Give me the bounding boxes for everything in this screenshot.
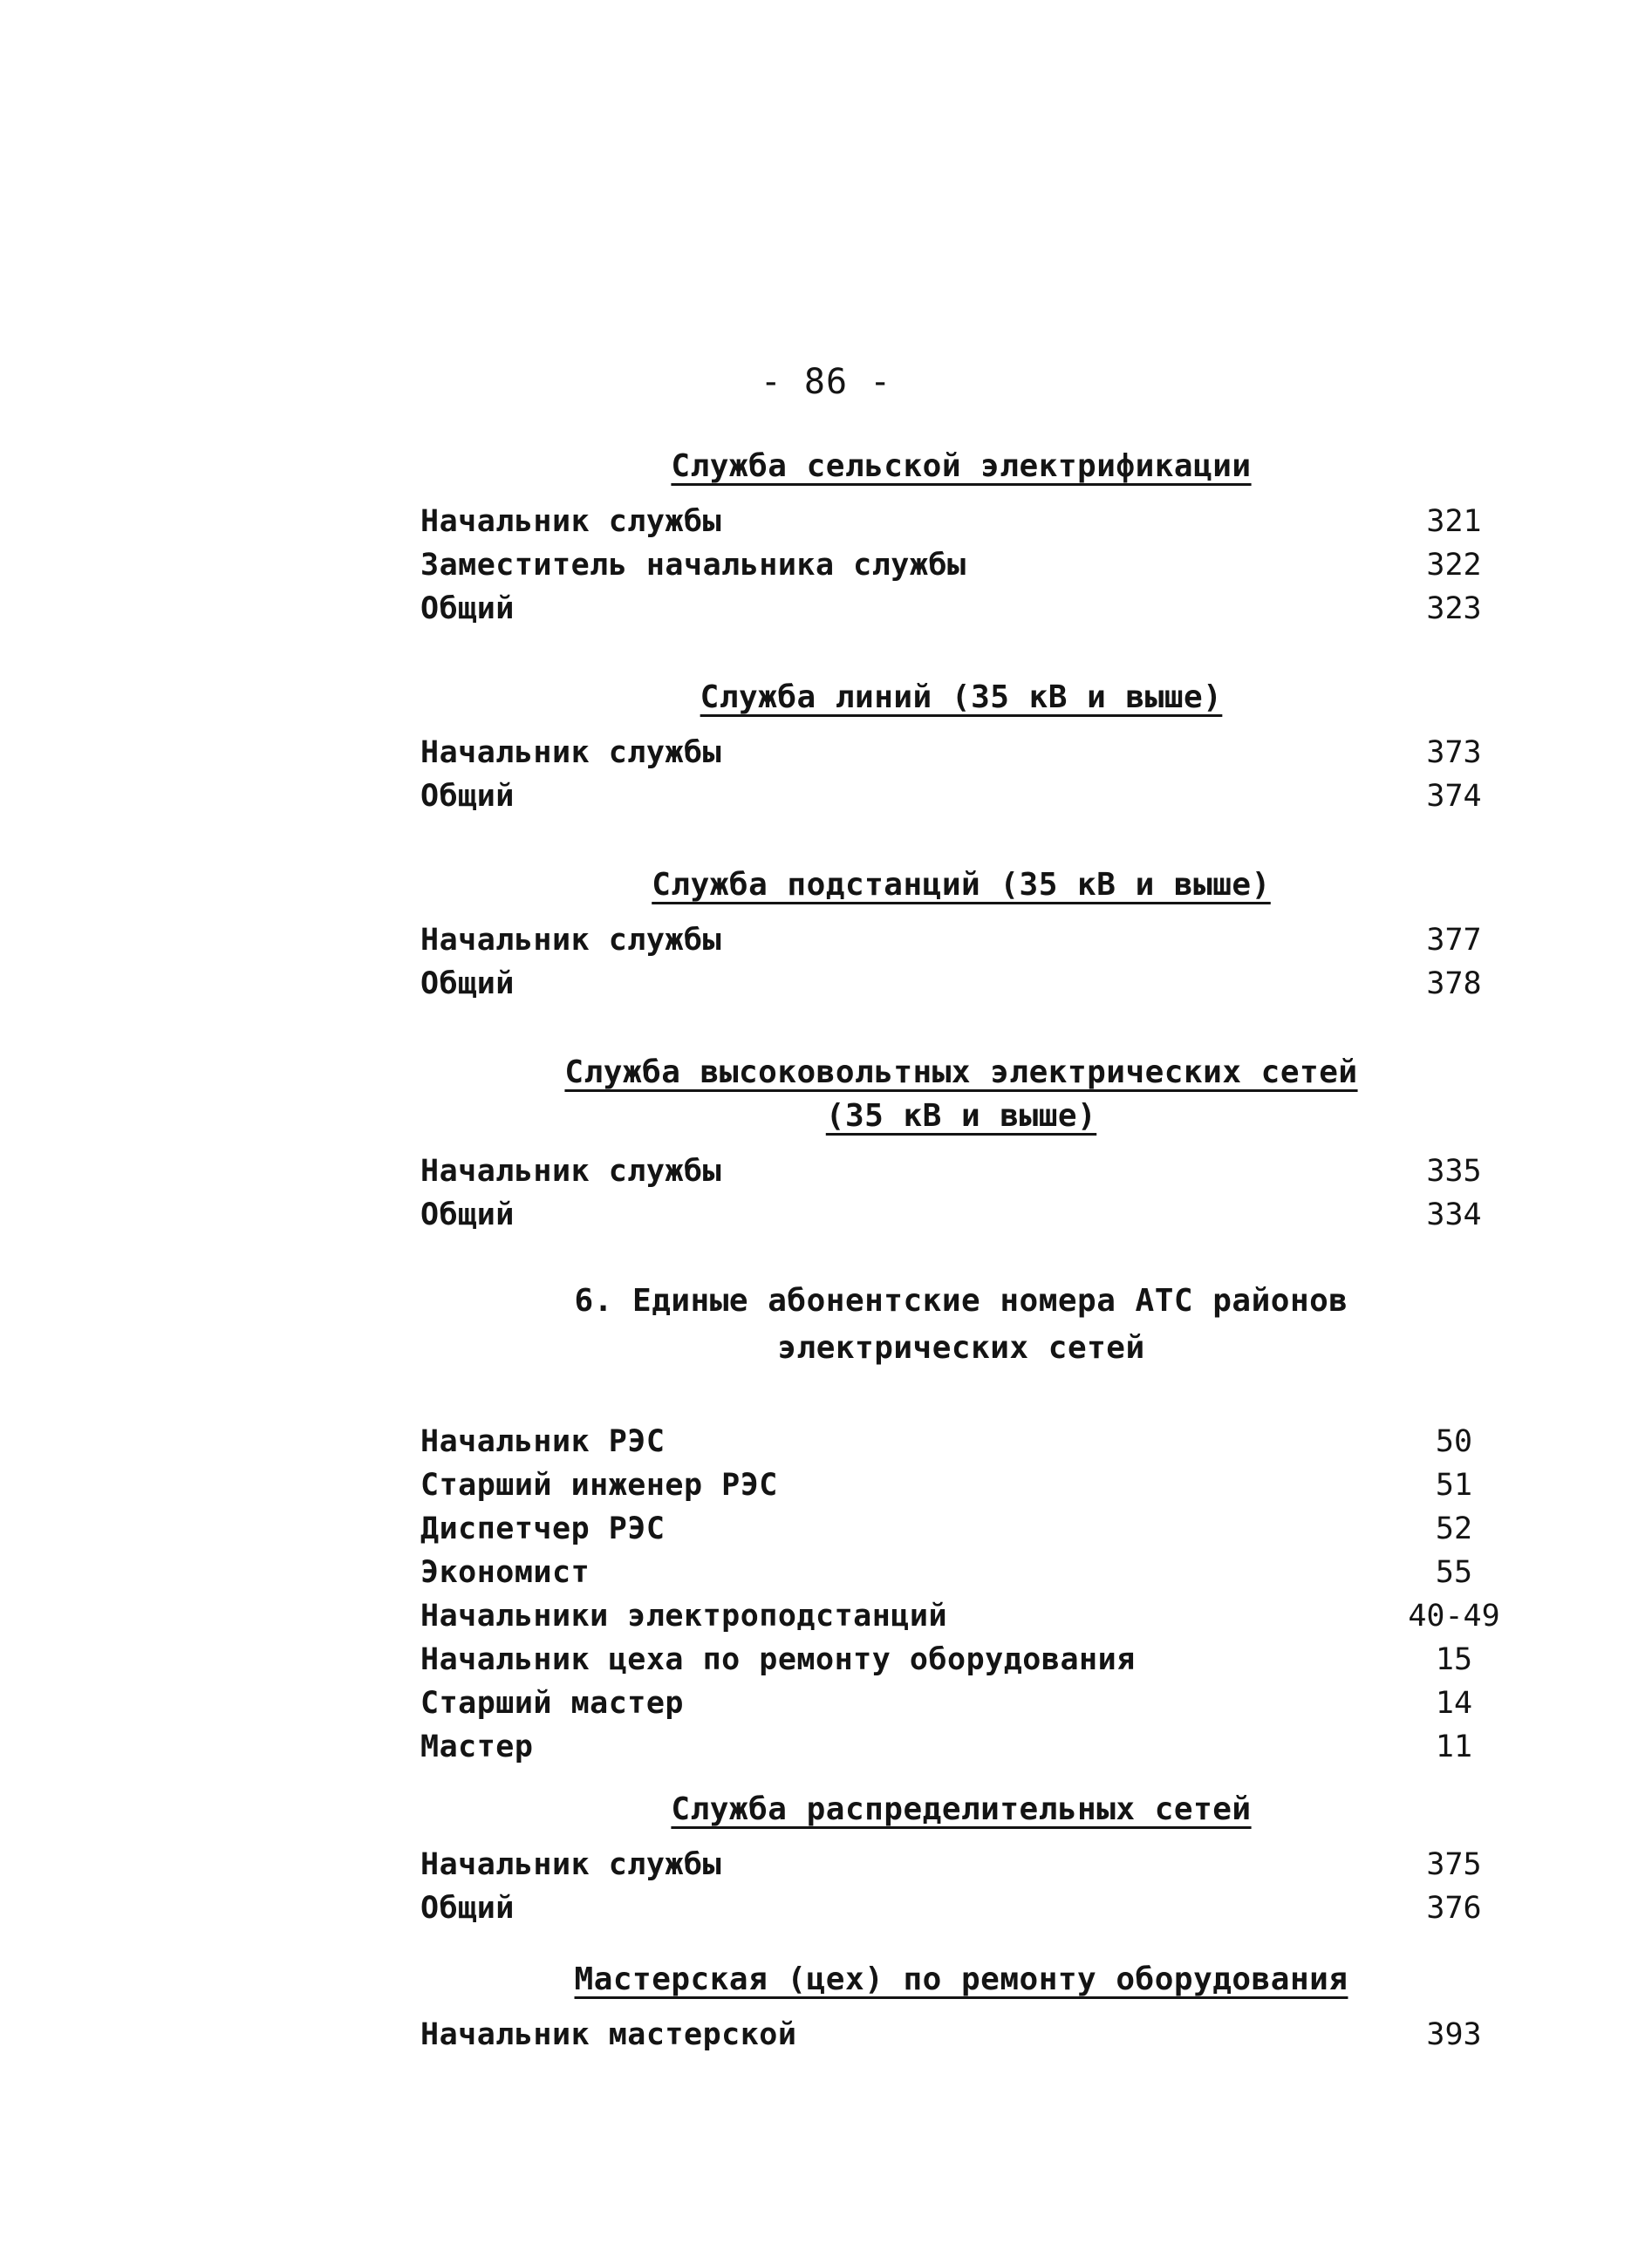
- list-item: [420, 1891, 1502, 1934]
- heading-line: Служба высоковольтных электрических сетей: [564, 1054, 1358, 1090]
- entry-list: [420, 923, 1502, 1010]
- entry-number: 376: [1426, 1891, 1482, 1926]
- entry-number: 323: [1426, 591, 1482, 626]
- entry-number: 51: [1435, 1468, 1473, 1503]
- section-heading: [420, 1788, 1502, 1832]
- entry-number: 52: [1435, 1511, 1473, 1546]
- entry-number: 55: [1435, 1555, 1473, 1590]
- entry-list: [420, 2017, 1502, 2061]
- entry-number: 377: [1426, 923, 1482, 958]
- list-item: [420, 1424, 1502, 1468]
- section-res-numbers: [420, 1278, 1502, 1773]
- section-substations: [420, 863, 1502, 1010]
- entry-label: Общий: [420, 966, 515, 1001]
- title-line: электрических сетей: [777, 1330, 1145, 1366]
- list-item: [420, 1511, 1502, 1555]
- entry-label: Общий: [420, 1197, 515, 1232]
- list-item: [420, 1686, 1502, 1729]
- entry-number: 393: [1426, 2017, 1482, 2052]
- entry-label: Начальники электроподстанций: [420, 1599, 948, 1634]
- heading-line: Служба распределительных сетей: [671, 1791, 1252, 1827]
- title-line: 6. Единые абонентские номера АТС районов: [574, 1283, 1348, 1319]
- section-distribution-networks: [420, 1788, 1502, 1934]
- section-heading: [420, 1958, 1502, 2002]
- list-item: [420, 1642, 1502, 1686]
- entry-number: 334: [1426, 1197, 1482, 1232]
- section-heading: [420, 676, 1502, 720]
- section-heading: [420, 863, 1502, 907]
- list-item: [420, 504, 1502, 548]
- heading-line: (35 кВ и выше): [825, 1098, 1097, 1134]
- list-item: [420, 779, 1502, 822]
- entry-number: 15: [1435, 1642, 1473, 1677]
- entry-number: 322: [1426, 548, 1482, 583]
- entry-list: [420, 1424, 1502, 1773]
- entry-label: Старший мастер: [420, 1686, 685, 1721]
- entry-number: 378: [1426, 966, 1482, 1001]
- heading-line: Служба линий (35 кВ и выше): [700, 679, 1223, 715]
- entry-label: Начальник мастерской: [420, 2017, 797, 2052]
- entry-list: [420, 1154, 1502, 1241]
- list-item: [420, 2017, 1502, 2061]
- entry-label: Начальник службы: [420, 735, 722, 770]
- entry-label: Мастер: [420, 1729, 534, 1764]
- list-item: [420, 735, 1502, 779]
- section-heading: [420, 1051, 1502, 1138]
- entry-number: 375: [1426, 1847, 1482, 1882]
- section-heading: [420, 445, 1502, 488]
- section-high-voltage-networks: [420, 1051, 1502, 1241]
- entry-label: Старший инженер РЭС: [420, 1468, 778, 1503]
- entry-label: Начальник службы: [420, 923, 722, 958]
- heading-line: Служба сельской электрификации: [671, 448, 1252, 484]
- entry-label: Общий: [420, 1891, 515, 1926]
- list-item: [420, 966, 1502, 1010]
- heading-line: Служба подстанций (35 кВ и выше): [652, 867, 1271, 903]
- entry-list: [420, 1847, 1502, 1934]
- entry-number: 14: [1435, 1686, 1473, 1721]
- entry-number: 50: [1435, 1424, 1473, 1459]
- list-item: [420, 1468, 1502, 1511]
- section-lines: [420, 676, 1502, 822]
- heading-line: Мастерская (цех) по ремонту оборудования: [574, 1961, 1348, 1997]
- entry-label: Общий: [420, 591, 515, 626]
- list-item: [420, 591, 1502, 635]
- list-item: [420, 548, 1502, 591]
- list-item: [420, 923, 1502, 966]
- list-item: [420, 1599, 1502, 1642]
- section-rural-electrification: [420, 445, 1502, 635]
- entry-number: 335: [1426, 1154, 1482, 1189]
- entry-label: Начальник РЭС: [420, 1424, 666, 1459]
- entry-number: 40-49: [1408, 1599, 1500, 1634]
- entry-label: Начальник службы: [420, 1847, 722, 1882]
- list-item: [420, 1729, 1502, 1773]
- entry-label: Общий: [420, 779, 515, 814]
- entry-label: Экономист: [420, 1555, 590, 1590]
- entry-label: Диспетчер РЭС: [420, 1511, 666, 1546]
- entry-label: Начальник службы: [420, 1154, 722, 1189]
- section-repair-workshop: [420, 1958, 1502, 2061]
- list-item: [420, 1197, 1502, 1241]
- entry-label: Заместитель начальника службы: [420, 548, 966, 583]
- list-item: [420, 1555, 1502, 1599]
- entry-list: [420, 504, 1502, 635]
- page-number: - 86 -: [760, 362, 892, 402]
- list-item: [420, 1154, 1502, 1197]
- section-title: [420, 1278, 1502, 1372]
- entry-label: Начальник службы: [420, 504, 722, 539]
- entry-number: 321: [1426, 504, 1482, 539]
- list-item: [420, 1847, 1502, 1891]
- entry-label: Начальник цеха по ремонту оборудования: [420, 1642, 1136, 1677]
- entry-number: 11: [1435, 1729, 1473, 1764]
- entry-number: 374: [1426, 779, 1482, 814]
- entry-list: [420, 735, 1502, 822]
- entry-number: 373: [1426, 735, 1482, 770]
